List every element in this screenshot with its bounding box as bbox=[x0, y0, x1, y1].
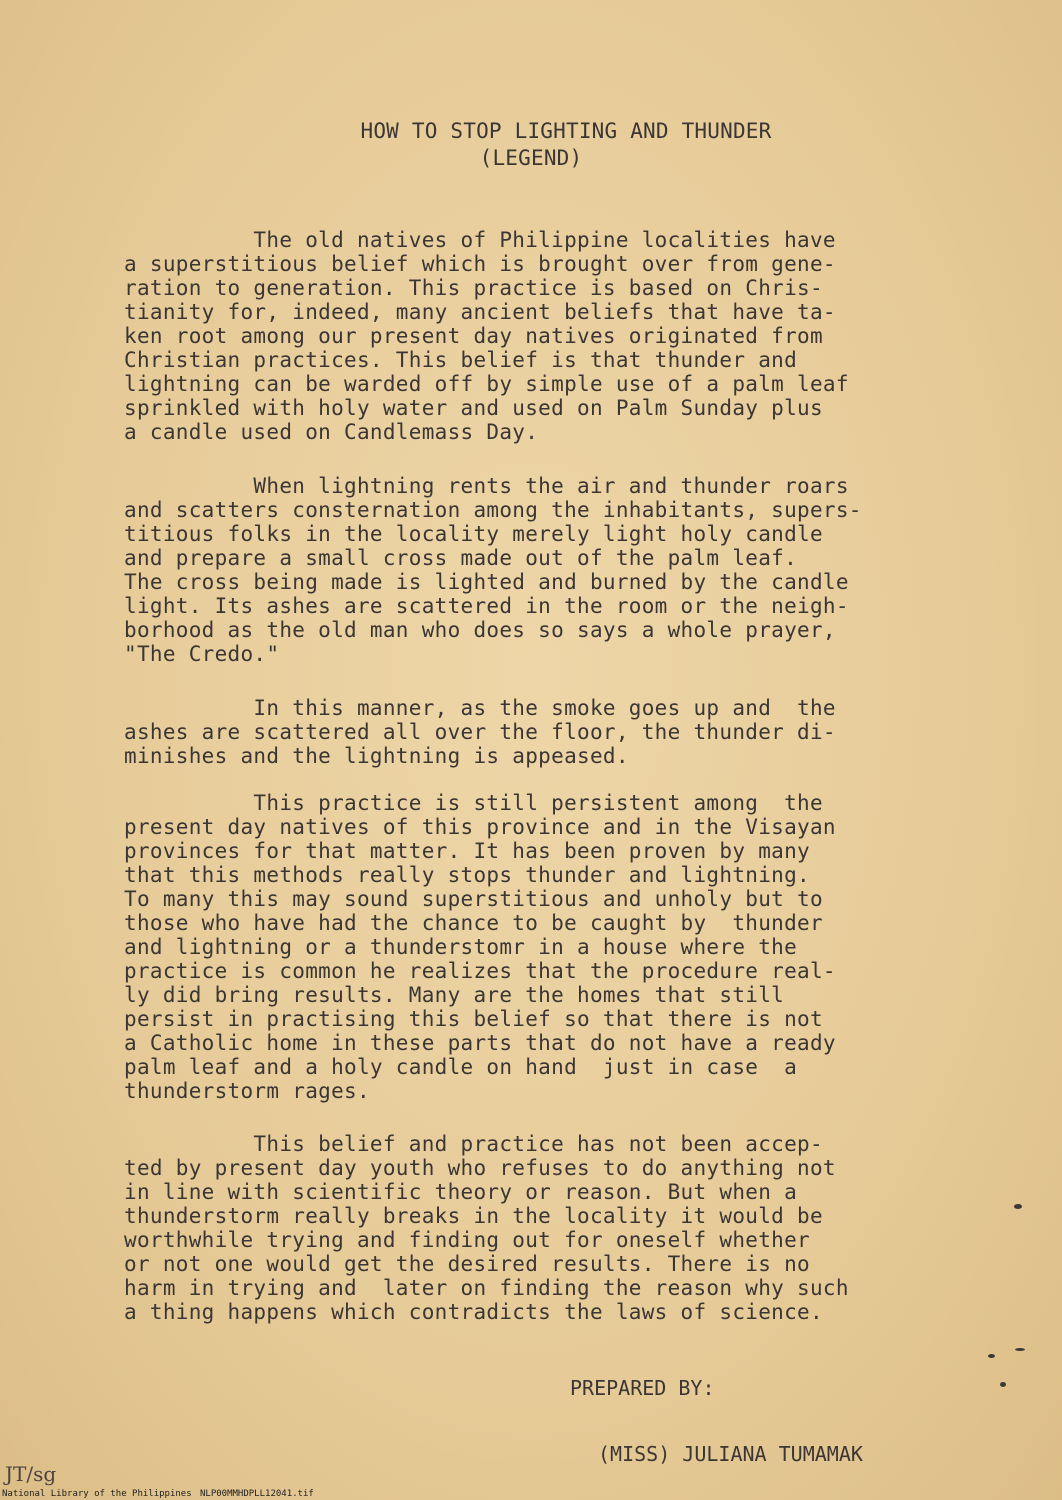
text-line: palm leaf and a holy candle on hand just in case a bbox=[124, 1055, 798, 1079]
text-line: a thing happens which contradicts the laws of science. bbox=[124, 1300, 823, 1324]
text-line: ted by present day youth who refuses to do anything not bbox=[124, 1156, 836, 1180]
text-line: that this methods really stops thunder and lightning. bbox=[124, 863, 810, 887]
ink-speck bbox=[1014, 1204, 1022, 1209]
text-line: a superstitious belief which is brought over from gene- bbox=[124, 252, 836, 276]
paragraph-2 bbox=[124, 474, 954, 666]
footer-library: National Library of the Philippines bbox=[2, 1489, 192, 1499]
author-name: (MISS) JULIANA TUMAMAK bbox=[598, 1442, 863, 1466]
text-line: Christian practices. This belief is that thunder and bbox=[124, 348, 798, 372]
text-line: To many this may sound superstitious and unholy but to bbox=[124, 887, 823, 911]
paragraph-5 bbox=[124, 1132, 954, 1324]
text-line: and prepare a small cross made out of the palm leaf. bbox=[124, 546, 798, 570]
text-line: The old natives of Philippine localities have bbox=[124, 228, 836, 252]
paragraph-3 bbox=[124, 696, 954, 768]
text-line: and lightning or a thunderstomr in a house where the bbox=[124, 935, 798, 959]
text-line: minishes and the lightning is appeased. bbox=[124, 744, 629, 768]
title-line-1: HOW TO STOP LIGHTING AND THUNDER bbox=[360, 119, 772, 143]
ink-speck bbox=[1000, 1382, 1006, 1387]
text-line: ly did bring results. Many are the homes that still bbox=[124, 983, 785, 1007]
typist-initials: JT/sg bbox=[5, 1462, 57, 1486]
text-line: ken root among our present day natives originated from bbox=[124, 324, 823, 348]
text-line: thunderstorm really breaks in the locality it would be bbox=[124, 1204, 823, 1228]
text-line: This belief and practice has not been accep- bbox=[124, 1132, 823, 1156]
text-line: ashes are scattered all over the floor, the thunder di- bbox=[124, 720, 836, 744]
text-line: in line with scientific theory or reason. But when a bbox=[124, 1180, 798, 1204]
paragraph-4 bbox=[124, 791, 954, 1103]
text-line: harm in trying and later on finding the reason why such bbox=[124, 1276, 849, 1300]
ink-speck bbox=[1015, 1348, 1025, 1351]
text-line: worthwhile trying and finding out for oneself whether bbox=[124, 1228, 810, 1252]
text-line: In this manner, as the smoke goes up and the bbox=[124, 696, 836, 720]
text-line: When lightning rents the air and thunder roars bbox=[124, 474, 849, 498]
text-line: titious folks in the locality merely light holy candle bbox=[124, 522, 823, 546]
paragraph-1 bbox=[124, 228, 954, 444]
text-line: a Catholic home in these parts that do not have a ready bbox=[124, 1031, 836, 1055]
title-line-2: (LEGEND) bbox=[479, 146, 583, 170]
text-line: sprinkled with holy water and used on Palm Sunday plus bbox=[124, 396, 823, 420]
prepared-by-label: PREPARED BY: bbox=[570, 1376, 715, 1400]
text-line: practice is common he realizes that the procedure real- bbox=[124, 959, 836, 983]
text-line: a candle used on Candlemass Day. bbox=[124, 420, 539, 444]
text-line: and scatters consternation among the inhabitants, supers- bbox=[124, 498, 862, 522]
text-line: This practice is still persistent among the bbox=[124, 791, 823, 815]
text-line: provinces for that matter. It has been proven by many bbox=[124, 839, 810, 863]
text-line: tianity for, indeed, many ancient beliefs that have ta- bbox=[124, 300, 836, 324]
text-line: ration to generation. This practice is based on Chris- bbox=[124, 276, 823, 300]
text-line: lightning can be warded off by simple use of a palm leaf bbox=[124, 372, 849, 396]
text-line: those who have had the chance to be caught by thunder bbox=[124, 911, 823, 935]
text-line: persist in practising this belief so that there is not bbox=[124, 1007, 823, 1031]
text-line: borhood as the old man who does so says a whole prayer, bbox=[124, 618, 836, 642]
ink-speck bbox=[988, 1354, 995, 1358]
text-line: thunderstorm rages. bbox=[124, 1079, 370, 1103]
footer-filename: NLP00MMHDPLL12041.tif bbox=[200, 1489, 314, 1499]
text-line: present day natives of this province and in the Visayan bbox=[124, 815, 836, 839]
text-line: "The Credo." bbox=[124, 642, 280, 666]
text-line: or not one would get the desired results. There is no bbox=[124, 1252, 810, 1276]
document-title bbox=[0, 118, 1062, 172]
text-line: light. Its ashes are scattered in the room or the neigh- bbox=[124, 594, 849, 618]
text-line: The cross being made is lighted and burned by the candle bbox=[124, 570, 849, 594]
